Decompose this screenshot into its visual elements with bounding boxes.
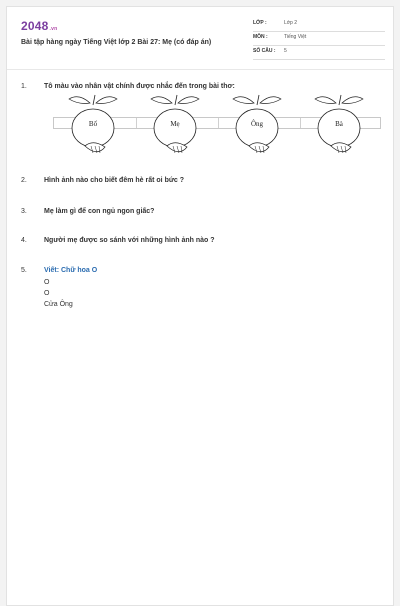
question-number: 4. [21, 237, 27, 244]
question-text: Viết: Chữ hoa O [44, 267, 98, 274]
question-number: 2. [21, 177, 27, 184]
logo-domain: .vn [49, 26, 58, 32]
meta-key: LỚP : [253, 20, 267, 26]
logo-text: 2048 [21, 19, 49, 33]
worksheet-header [7, 7, 393, 70]
writing-line: O [44, 279, 50, 286]
question-text: Tô màu vào nhân vật chính được nhắc đến trong bài thơ: [44, 83, 235, 90]
meta-value: Lớp 2 [284, 20, 298, 26]
meta-key: SỐ CÂU : [253, 48, 276, 54]
writing-line: Cửa Ông [44, 301, 73, 308]
character-label-me: Mẹ [170, 120, 180, 128]
meta-row-subject [253, 31, 385, 46]
meta-value: 5 [284, 48, 287, 54]
worksheet-page [6, 6, 394, 606]
meta-row-grade [253, 17, 385, 32]
character-drawings [7, 91, 395, 171]
question-number: 1. [21, 83, 27, 90]
meta-row-count [253, 45, 385, 60]
character-label-bo: Bố [88, 120, 98, 128]
question-number: 3. [21, 208, 27, 215]
site-logo[interactable] [21, 19, 57, 33]
worksheet-title: Bài tập hàng ngày Tiếng Việt lớp 2 Bài 27: Mẹ (có đáp án) [21, 39, 212, 46]
character-label-ong: Ông [250, 120, 264, 128]
writing-line: O [44, 290, 50, 297]
question-text: Người mẹ được so sánh với những hình ảnh nào ? [44, 237, 215, 244]
meta-key: MÔN : [253, 34, 268, 40]
character-label-ba: Bà [335, 120, 343, 128]
question-text: Mẹ làm gì để con ngủ ngon giấc? [44, 208, 155, 215]
meta-value: Tiếng Việt [284, 34, 307, 40]
question-text: Hình ảnh nào cho biết đêm hè rất oi bức ? [44, 177, 185, 184]
question-number: 5. [21, 267, 27, 274]
